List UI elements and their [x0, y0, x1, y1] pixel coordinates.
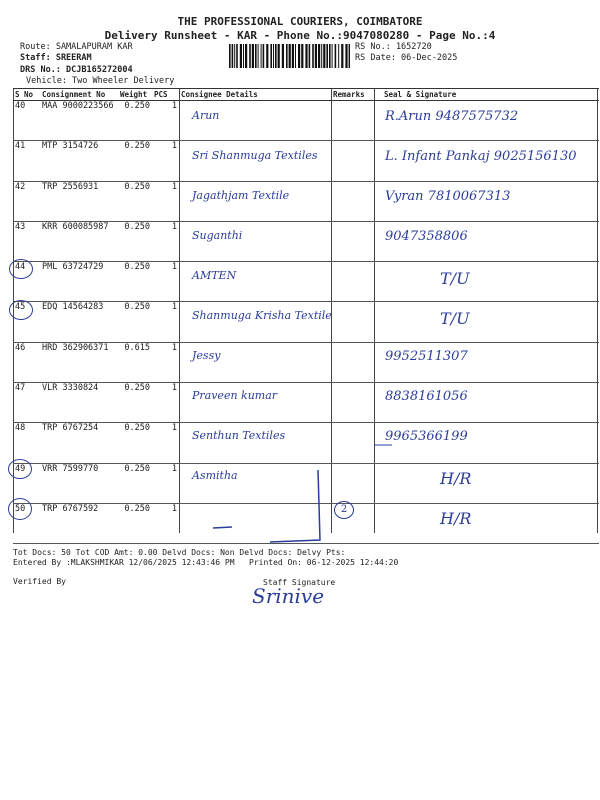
- handwritten-signature: 8838161056: [385, 389, 468, 404]
- remarks-cell: [331, 463, 374, 503]
- col-pcs-header: PCS: [152, 89, 179, 101]
- sno-cell: 41: [13, 141, 40, 181]
- route-label: Route: SAMALAPURAM KAR: [20, 42, 133, 52]
- remarks-cell: [331, 423, 374, 463]
- handwritten-consignee: Arun: [192, 109, 220, 122]
- signature-cell: [374, 503, 599, 543]
- pcs-cell: 1: [152, 463, 179, 503]
- sno-cell: 46: [13, 342, 40, 382]
- pcs-cell: 1: [152, 262, 179, 302]
- weight-cell: 0.250: [118, 423, 152, 463]
- staff-signature-scrawl: Srinive: [252, 584, 325, 608]
- handwritten-signature: 9047358806: [385, 229, 468, 244]
- remarks-cell: [331, 383, 374, 423]
- col-weight-header: Weight: [118, 89, 152, 101]
- consignment-cell: TRP 6767254: [40, 423, 118, 463]
- pcs-cell: 1: [152, 221, 179, 261]
- circle-mark-45: [9, 300, 33, 320]
- staff-signature-label: Staff Signature: [263, 578, 336, 587]
- handwritten-consignee: Suganthi: [192, 229, 243, 242]
- weight-cell: 0.250: [118, 221, 152, 261]
- remarks-cell: [331, 221, 374, 261]
- company-title: THE PROFESSIONAL COURIERS, COIMBATORE: [177, 15, 423, 28]
- col-consignment-header: Consignment No: [40, 89, 118, 101]
- remarks-cell: [331, 262, 374, 302]
- weight-cell: 0.250: [118, 383, 152, 423]
- runsheet-subtitle: Delivery Runsheet - KAR - Phone No.:9047080280 - Page No.:4: [104, 29, 496, 42]
- consignment-cell: HRD 362906371: [40, 342, 118, 382]
- pcs-cell: 1: [152, 423, 179, 463]
- remarks-cell: [331, 342, 374, 382]
- handwritten-signature: L. Infant Pankaj 9025156130: [385, 149, 577, 164]
- sno-cell: 42: [13, 181, 40, 221]
- sno-cell: 45: [13, 302, 40, 342]
- vehicle-label: Vehicle: Two Wheeler Delivery: [26, 76, 175, 86]
- table-row: [13, 181, 599, 221]
- consignment-cell: PML 63724729: [40, 262, 118, 302]
- handwritten-signature: H/R: [440, 509, 472, 528]
- signature-cell: [374, 463, 599, 503]
- remarks-cell: [331, 101, 374, 141]
- handwritten-consignee: Shanmuga Krisha Textile: [192, 309, 332, 322]
- barcode-image: [229, 44, 350, 68]
- pcs-cell: 1: [152, 302, 179, 342]
- table-header-row: [13, 89, 599, 101]
- consignment-cell: TRP 6767592: [40, 503, 118, 543]
- col-remarks-header: Remarks: [331, 89, 374, 101]
- weight-cell: 0.615: [118, 342, 152, 382]
- handwritten-consignee: Sri Shanmuga Textiles: [192, 149, 318, 162]
- consignment-cell: EDQ 14564283: [40, 302, 118, 342]
- consignment-cell: MTP 3154726: [40, 141, 118, 181]
- weight-cell: 0.250: [118, 463, 152, 503]
- circled-count-annotation: 2: [334, 501, 354, 519]
- table-row: [13, 262, 599, 302]
- weight-cell: 0.250: [118, 141, 152, 181]
- handwritten-signature: T/U: [440, 269, 470, 288]
- handwritten-signature: R.Arun 9487575732: [385, 109, 519, 124]
- handwritten-consignee: AMTEN: [192, 269, 237, 282]
- col-signature-header: Seal & Signature: [374, 89, 599, 101]
- pcs-cell: 1: [152, 503, 179, 543]
- table-row: [13, 221, 599, 261]
- rs-no-label: RS No.: 1652720: [355, 42, 432, 52]
- table-row: [13, 423, 599, 463]
- pcs-cell: 1: [152, 383, 179, 423]
- pcs-cell: 1: [152, 141, 179, 181]
- sno-cell: 44: [13, 262, 40, 302]
- handwritten-consignee: Praveen kumar: [192, 389, 278, 402]
- weight-cell: 0.250: [118, 262, 152, 302]
- signature-cell: [374, 262, 599, 302]
- drs-label: DRS No.: DCJB165272004: [20, 65, 133, 75]
- weight-cell: 0.250: [118, 101, 152, 141]
- circle-mark-44: [9, 259, 33, 279]
- table-row: [13, 383, 599, 423]
- rs-date-label: RS Date: 06-Dec-2025: [355, 53, 458, 63]
- circle-mark-49: [8, 459, 32, 479]
- sno-cell: 48: [13, 423, 40, 463]
- weight-cell: 0.250: [118, 181, 152, 221]
- handwritten-signature: H/R: [440, 469, 472, 488]
- consignment-cell: KRR 600085987: [40, 221, 118, 261]
- consignment-cell: VLR 3330824: [40, 383, 118, 423]
- handwritten-signature: 9965366199: [385, 429, 468, 444]
- circle-mark-50: [8, 498, 32, 520]
- sno-cell: 49: [13, 463, 40, 503]
- table-row: [13, 342, 599, 382]
- staff-label: Staff: SREERAM: [20, 53, 92, 63]
- verified-by-label: Verified By: [13, 577, 66, 586]
- sno-cell: 40: [13, 101, 40, 141]
- consignment-cell: TRP 2556931: [40, 181, 118, 221]
- entered-by-line: Entered By :MLAKSHMIKAR 12/06/2025 12:43:46 PM: [13, 558, 235, 567]
- remarks-cell: [331, 302, 374, 342]
- col-sno-header: S No: [13, 89, 40, 101]
- printed-on-line: Printed On: 06-12-2025 12:44:20: [249, 558, 399, 567]
- handwritten-signature: Vyran 7810067313: [385, 189, 511, 204]
- handwritten-consignee: Jessy: [192, 349, 221, 362]
- signature-cell: [374, 302, 599, 342]
- handwritten-consignee: Asmitha: [192, 469, 238, 482]
- sno-cell: 47: [13, 383, 40, 423]
- pcs-cell: 1: [152, 342, 179, 382]
- weight-cell: 0.250: [118, 503, 152, 543]
- weight-cell: 0.250: [118, 302, 152, 342]
- handwritten-signature: 9952511307: [385, 349, 468, 364]
- remarks-cell: [331, 141, 374, 181]
- col-consignee-header: Consignee Details: [179, 89, 331, 101]
- consignee-cell: [179, 503, 331, 543]
- handwritten-consignee: Senthun Textiles: [192, 429, 286, 442]
- sno-cell: 50: [13, 503, 40, 543]
- sno-cell: 43: [13, 221, 40, 261]
- table-row: [13, 503, 599, 543]
- totals-line: Tot Docs: 50 Tot COD Amt: 0.00 Delvd Docs: Non Delvd Docs: Delvy Pts:: [13, 548, 346, 557]
- pcs-cell: 1: [152, 181, 179, 221]
- consignment-cell: VRR 7599770: [40, 463, 118, 503]
- remarks-cell: [331, 181, 374, 221]
- handwritten-signature: T/U: [440, 309, 470, 328]
- handwritten-consignee: Jagathjam Textile: [192, 189, 290, 202]
- consignment-cell: MAA 9000223566: [40, 101, 118, 141]
- table-row: [13, 463, 599, 503]
- pcs-cell: 1: [152, 101, 179, 141]
